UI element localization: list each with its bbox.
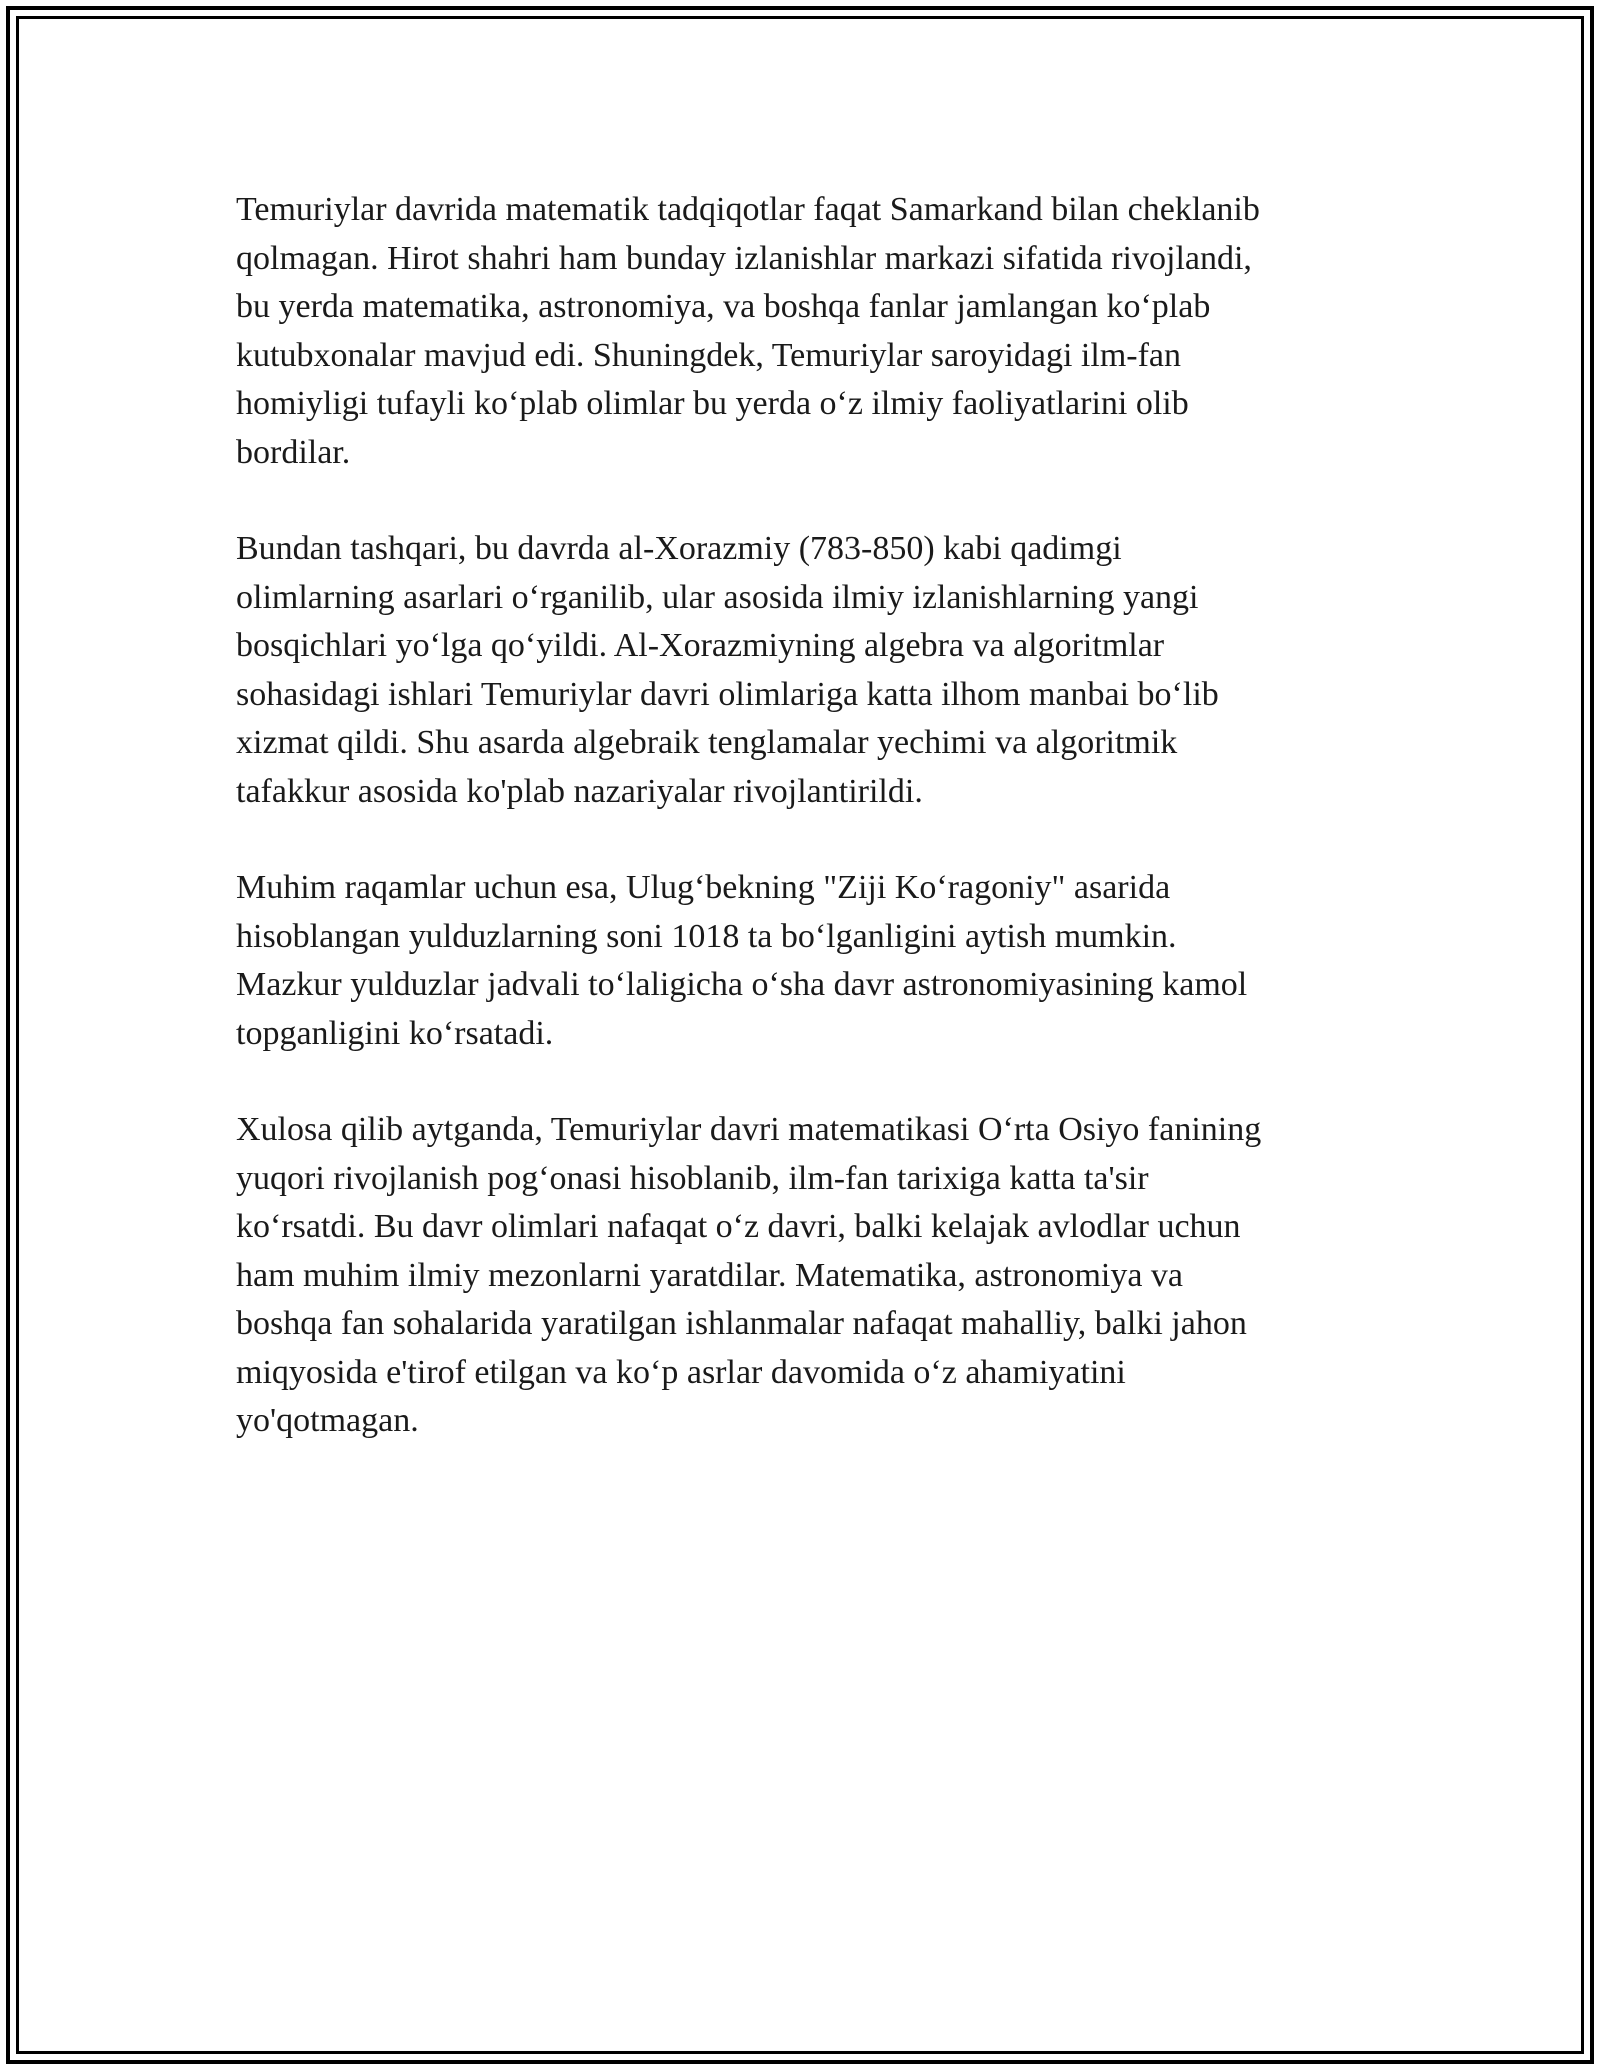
paragraph-al-xorazmiy: Bundan tashqari, bu davrda al-Xorazmiy (783-850) kabi qadimgi olimlarning asarlari o‘rganilib, ular asosida ilmiy izlanishlarning yangi bosqichlari yo‘lga qo‘yildi. Al-Xorazmiyning algebra va algoritmlar sohasidagi ishlari Temuriylar davri olimlariga katta ilhom manbai bo‘lib xizmat qildi. Shu asarda algebraik tenglamalar yechimi va algoritmik tafakkur asosida ko'plab nazariyalar rivojlantirildi.: [236, 530, 1219, 810]
paragraph-conclusion: Xulosa qilib aytganda, Temuriylar davri matematikasi O‘rta Osiyo fanining yuqori rivojlanish pog‘onasi hisoblanib, ilm-fan tarixiga katta ta'sir ko‘rsatdi. Bu davr olimlari nafaqat o‘z davri, balki kelajak avlodlar uchun ham muhim ilmiy mezonlarni yaratdilar. Matematika, astronomiya va boshqa fan sohalarida yaratilgan ishlanmalar nafaqat mahalliy, balki jahon miqyosida e'tirof etilgan va ko‘p asrlar davomida o‘z ahamiyatini yo'qotmagan.: [236, 1111, 1262, 1439]
paragraph-ziji-koragoniy: Muhim raqamlar uchun esa, Ulug‘bekning "Ziji Ko‘ragoniy" asarida hisoblangan yulduzlarning soni 1018 ta bo‘lganligini aytish mumkin. Mazkur yulduzlar jadvali to‘laligicha o‘sha davr astronomiyasining kamol topganligini ko‘rsatadi.: [236, 869, 1248, 1052]
paragraph-hirot: Temuriylar davrida matematik tadqiqotlar faqat Samarkand bilan cheklanib qolmagan. Hirot shahri ham bunday izlanishlar markazi sifatida rivojlandi, bu yerda matematika, astronomiya, va boshqa fanlar jamlangan ko‘plab kutubxonalar mavjud edi. Shuningdek, Temuriylar saroyidagi ilm-fan homiyligi tufayli ko‘plab olimlar bu yerda o‘z ilmiy faoliyatlarini olib bordilar.: [236, 191, 1260, 471]
document-body: [236, 186, 1366, 1494]
